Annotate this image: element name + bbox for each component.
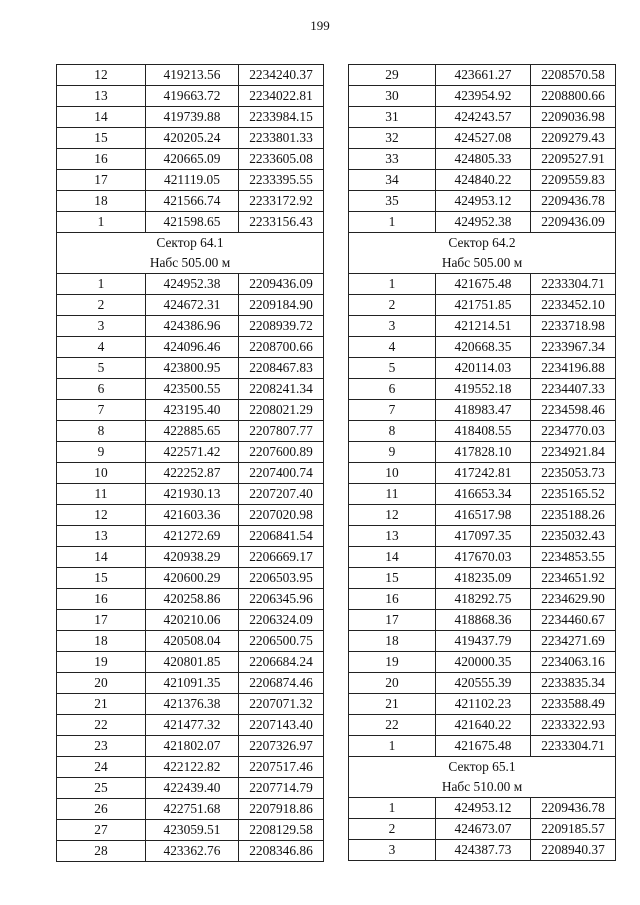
- x-coordinate: 424527.08: [436, 128, 531, 149]
- y-coordinate: 2234629.90: [531, 589, 616, 610]
- x-coordinate: 421214.51: [436, 316, 531, 337]
- y-coordinate: 2207714.79: [239, 778, 324, 799]
- table-row: [349, 694, 616, 715]
- point-number: 34: [349, 170, 436, 191]
- y-coordinate: 2208940.37: [531, 840, 616, 861]
- point-number: 13: [349, 526, 436, 547]
- point-number: 28: [57, 841, 146, 862]
- y-coordinate: 2208800.66: [531, 86, 616, 107]
- y-coordinate: 2233172.92: [239, 191, 324, 212]
- point-number: 19: [349, 652, 436, 673]
- point-number: 1: [349, 736, 436, 757]
- point-number: 1: [349, 212, 436, 233]
- table-row: [57, 505, 324, 526]
- table-row: [57, 694, 324, 715]
- table-row: [57, 107, 324, 128]
- x-coordinate: 424953.12: [436, 191, 531, 212]
- point-number: 21: [349, 694, 436, 715]
- x-coordinate: 421675.48: [436, 736, 531, 757]
- x-coordinate: 424953.12: [436, 798, 531, 819]
- sector-altitude-row: [349, 253, 616, 274]
- table-row: [349, 631, 616, 652]
- point-number: 22: [57, 715, 146, 736]
- table-row: [57, 149, 324, 170]
- point-number: 1: [57, 212, 146, 233]
- point-number: 29: [349, 65, 436, 86]
- point-number: 20: [57, 673, 146, 694]
- point-number: 2: [349, 819, 436, 840]
- y-coordinate: 2206841.54: [239, 526, 324, 547]
- x-coordinate: 423500.55: [146, 379, 239, 400]
- table-row: [57, 337, 324, 358]
- x-coordinate: 422571.42: [146, 442, 239, 463]
- y-coordinate: 2233605.08: [239, 149, 324, 170]
- x-coordinate: 424387.73: [436, 840, 531, 861]
- x-coordinate: 420668.35: [436, 337, 531, 358]
- x-coordinate: 417670.03: [436, 547, 531, 568]
- point-number: 6: [349, 379, 436, 400]
- point-number: 14: [57, 107, 146, 128]
- table-row: [57, 86, 324, 107]
- table-row: [349, 316, 616, 337]
- x-coordinate: 424952.38: [436, 212, 531, 233]
- x-coordinate: 421603.36: [146, 505, 239, 526]
- x-coordinate: 418983.47: [436, 400, 531, 421]
- point-number: 26: [57, 799, 146, 820]
- table-row: [57, 757, 324, 778]
- table-row: [57, 673, 324, 694]
- y-coordinate: 2208129.58: [239, 820, 324, 841]
- x-coordinate: 423800.95: [146, 358, 239, 379]
- y-coordinate: 2207143.40: [239, 715, 324, 736]
- y-coordinate: 2209184.90: [239, 295, 324, 316]
- point-number: 9: [349, 442, 436, 463]
- x-coordinate: 417242.81: [436, 463, 531, 484]
- point-number: 30: [349, 86, 436, 107]
- point-number: 5: [349, 358, 436, 379]
- table-row: [349, 610, 616, 631]
- point-number: 23: [57, 736, 146, 757]
- point-number: 12: [57, 505, 146, 526]
- x-coordinate: 421930.13: [146, 484, 239, 505]
- y-coordinate: 2234651.92: [531, 568, 616, 589]
- table-row: [349, 547, 616, 568]
- table-row: [349, 337, 616, 358]
- x-coordinate: 418868.36: [436, 610, 531, 631]
- y-coordinate: 2234853.55: [531, 547, 616, 568]
- x-coordinate: 418235.09: [436, 568, 531, 589]
- table-row: [349, 715, 616, 736]
- x-coordinate: 419663.72: [146, 86, 239, 107]
- y-coordinate: 2234921.84: [531, 442, 616, 463]
- point-number: 27: [57, 820, 146, 841]
- table-row: [57, 631, 324, 652]
- point-number: 14: [57, 547, 146, 568]
- table-row: [349, 86, 616, 107]
- point-number: 15: [57, 568, 146, 589]
- point-number: 16: [57, 149, 146, 170]
- x-coordinate: 423362.76: [146, 841, 239, 862]
- right-coordinates-table: [348, 64, 616, 861]
- point-number: 22: [349, 715, 436, 736]
- y-coordinate: 2208241.34: [239, 379, 324, 400]
- x-coordinate: 421091.35: [146, 673, 239, 694]
- x-coordinate: 421802.07: [146, 736, 239, 757]
- point-number: 11: [57, 484, 146, 505]
- point-number: 18: [57, 631, 146, 652]
- table-row: [349, 442, 616, 463]
- y-coordinate: 2233984.15: [239, 107, 324, 128]
- table-row: [57, 820, 324, 841]
- table-row: [349, 673, 616, 694]
- x-coordinate: 419213.56: [146, 65, 239, 86]
- point-number: 3: [349, 840, 436, 861]
- x-coordinate: 421598.65: [146, 212, 239, 233]
- x-coordinate: 416653.34: [436, 484, 531, 505]
- table-row: [349, 358, 616, 379]
- point-number: 6: [57, 379, 146, 400]
- point-number: 7: [349, 400, 436, 421]
- sector-altitude-row: [57, 253, 324, 274]
- table-row: [349, 295, 616, 316]
- x-coordinate: 424840.22: [436, 170, 531, 191]
- y-coordinate: 2207400.74: [239, 463, 324, 484]
- y-coordinate: 2209185.57: [531, 819, 616, 840]
- table-row: [57, 316, 324, 337]
- y-coordinate: 2209436.78: [531, 798, 616, 819]
- point-number: 12: [349, 505, 436, 526]
- table-row: [349, 819, 616, 840]
- x-coordinate: 421119.05: [146, 170, 239, 191]
- table-row: [57, 736, 324, 757]
- table-row: [57, 65, 324, 86]
- y-coordinate: 2234598.46: [531, 400, 616, 421]
- x-coordinate: 419552.18: [436, 379, 531, 400]
- table-row: [349, 274, 616, 295]
- table-row: [349, 568, 616, 589]
- sector-header-row: [349, 757, 616, 778]
- table-row: [57, 547, 324, 568]
- sector-altitude: Набс 505.00 м: [57, 253, 324, 274]
- y-coordinate: 2207918.86: [239, 799, 324, 820]
- y-coordinate: 2234022.81: [239, 86, 324, 107]
- x-coordinate: 424672.31: [146, 295, 239, 316]
- table-row: [349, 212, 616, 233]
- point-number: 32: [349, 128, 436, 149]
- y-coordinate: 2208467.83: [239, 358, 324, 379]
- table-row: [349, 191, 616, 212]
- y-coordinate: 2233801.33: [239, 128, 324, 149]
- x-coordinate: 422122.82: [146, 757, 239, 778]
- y-coordinate: 2233718.98: [531, 316, 616, 337]
- point-number: 15: [57, 128, 146, 149]
- x-coordinate: 419437.79: [436, 631, 531, 652]
- x-coordinate: 420801.85: [146, 652, 239, 673]
- y-coordinate: 2233967.34: [531, 337, 616, 358]
- x-coordinate: 421477.32: [146, 715, 239, 736]
- point-number: 18: [349, 631, 436, 652]
- x-coordinate: 422751.68: [146, 799, 239, 820]
- table-row: [349, 589, 616, 610]
- point-number: 1: [57, 274, 146, 295]
- x-coordinate: 418408.55: [436, 421, 531, 442]
- point-number: 35: [349, 191, 436, 212]
- x-coordinate: 422885.65: [146, 421, 239, 442]
- y-coordinate: 2208939.72: [239, 316, 324, 337]
- point-number: 1: [349, 798, 436, 819]
- y-coordinate: 2207207.40: [239, 484, 324, 505]
- x-coordinate: 421272.69: [146, 526, 239, 547]
- table-row: [57, 128, 324, 149]
- x-coordinate: 420665.09: [146, 149, 239, 170]
- point-number: 9: [57, 442, 146, 463]
- y-coordinate: 2206874.46: [239, 673, 324, 694]
- y-coordinate: 2208021.29: [239, 400, 324, 421]
- x-coordinate: 423059.51: [146, 820, 239, 841]
- y-coordinate: 2234770.03: [531, 421, 616, 442]
- point-number: 25: [57, 778, 146, 799]
- table-row: [57, 421, 324, 442]
- table-row: [349, 652, 616, 673]
- table-row: [57, 463, 324, 484]
- y-coordinate: 2206684.24: [239, 652, 324, 673]
- y-coordinate: 2207071.32: [239, 694, 324, 715]
- table-row: [349, 400, 616, 421]
- x-coordinate: 420555.39: [436, 673, 531, 694]
- sector-altitude: Набс 505.00 м: [349, 253, 616, 274]
- x-coordinate: 419739.88: [146, 107, 239, 128]
- point-number: 7: [57, 400, 146, 421]
- sector-header-row: [349, 233, 616, 254]
- y-coordinate: 2208700.66: [239, 337, 324, 358]
- point-number: 10: [349, 463, 436, 484]
- point-number: 17: [57, 610, 146, 631]
- table-row: [57, 568, 324, 589]
- y-coordinate: 2209559.83: [531, 170, 616, 191]
- y-coordinate: 2208570.58: [531, 65, 616, 86]
- point-number: 8: [57, 421, 146, 442]
- point-number: 13: [57, 526, 146, 547]
- x-coordinate: 420600.29: [146, 568, 239, 589]
- y-coordinate: 2206345.96: [239, 589, 324, 610]
- point-number: 3: [349, 316, 436, 337]
- x-coordinate: 422252.87: [146, 463, 239, 484]
- table-row: [57, 778, 324, 799]
- y-coordinate: 2235165.52: [531, 484, 616, 505]
- table-row: [57, 484, 324, 505]
- point-number: 5: [57, 358, 146, 379]
- y-coordinate: 2209436.09: [239, 274, 324, 295]
- point-number: 4: [349, 337, 436, 358]
- table-row: [57, 526, 324, 547]
- table-row: [349, 107, 616, 128]
- table-row: [57, 610, 324, 631]
- y-coordinate: 2234196.88: [531, 358, 616, 379]
- y-coordinate: 2235188.26: [531, 505, 616, 526]
- y-coordinate: 2207326.97: [239, 736, 324, 757]
- x-coordinate: 416517.98: [436, 505, 531, 526]
- point-number: 2: [57, 295, 146, 316]
- x-coordinate: 424952.38: [146, 274, 239, 295]
- x-coordinate: 421566.74: [146, 191, 239, 212]
- table-row: [57, 799, 324, 820]
- point-number: 17: [57, 170, 146, 191]
- y-coordinate: 2206503.95: [239, 568, 324, 589]
- sector-title: Сектор 65.1: [349, 757, 616, 778]
- x-coordinate: 418292.75: [436, 589, 531, 610]
- table-row: [349, 65, 616, 86]
- x-coordinate: 422439.40: [146, 778, 239, 799]
- table-row: [57, 841, 324, 862]
- x-coordinate: 421640.22: [436, 715, 531, 736]
- x-coordinate: 417097.35: [436, 526, 531, 547]
- x-coordinate: 424805.33: [436, 149, 531, 170]
- table-row: [57, 589, 324, 610]
- point-number: 10: [57, 463, 146, 484]
- y-coordinate: 2207600.89: [239, 442, 324, 463]
- y-coordinate: 2233452.10: [531, 295, 616, 316]
- table-row: [349, 170, 616, 191]
- left-coordinates-table: [56, 64, 324, 862]
- x-coordinate: 420000.35: [436, 652, 531, 673]
- table-row: [349, 798, 616, 819]
- y-coordinate: 2233395.55: [239, 170, 324, 191]
- table-row: [57, 212, 324, 233]
- point-number: 31: [349, 107, 436, 128]
- y-coordinate: 2235032.43: [531, 526, 616, 547]
- sector-title: Сектор 64.1: [57, 233, 324, 254]
- table-row: [349, 736, 616, 757]
- point-number: 16: [57, 589, 146, 610]
- point-number: 17: [349, 610, 436, 631]
- sector-title: Сектор 64.2: [349, 233, 616, 254]
- point-number: 20: [349, 673, 436, 694]
- y-coordinate: 2234240.37: [239, 65, 324, 86]
- x-coordinate: 421675.48: [436, 274, 531, 295]
- table-row: [57, 295, 324, 316]
- table-row: [349, 463, 616, 484]
- x-coordinate: 423661.27: [436, 65, 531, 86]
- table-row: [57, 358, 324, 379]
- point-number: 33: [349, 149, 436, 170]
- y-coordinate: 2207517.46: [239, 757, 324, 778]
- table-row: [349, 421, 616, 442]
- y-coordinate: 2209279.43: [531, 128, 616, 149]
- x-coordinate: 420938.29: [146, 547, 239, 568]
- table-row: [349, 526, 616, 547]
- point-number: 1: [349, 274, 436, 295]
- point-number: 19: [57, 652, 146, 673]
- table-row: [57, 442, 324, 463]
- x-coordinate: 420508.04: [146, 631, 239, 652]
- table-row: [57, 400, 324, 421]
- y-coordinate: 2233304.71: [531, 736, 616, 757]
- point-number: 14: [349, 547, 436, 568]
- x-coordinate: 420205.24: [146, 128, 239, 149]
- table-row: [57, 715, 324, 736]
- y-coordinate: 2234460.67: [531, 610, 616, 631]
- table-row: [57, 191, 324, 212]
- sector-altitude-row: [349, 777, 616, 798]
- x-coordinate: 424386.96: [146, 316, 239, 337]
- table-row: [349, 484, 616, 505]
- table-row: [57, 652, 324, 673]
- table-row: [349, 149, 616, 170]
- x-coordinate: 420258.86: [146, 589, 239, 610]
- table-row: [57, 379, 324, 400]
- y-coordinate: 2209436.09: [531, 212, 616, 233]
- y-coordinate: 2233304.71: [531, 274, 616, 295]
- x-coordinate: 423954.92: [436, 86, 531, 107]
- x-coordinate: 424243.57: [436, 107, 531, 128]
- y-coordinate: 2206500.75: [239, 631, 324, 652]
- table-row: [349, 840, 616, 861]
- table-row: [57, 170, 324, 191]
- page-number: 199: [310, 18, 330, 33]
- x-coordinate: 420114.03: [436, 358, 531, 379]
- point-number: 16: [349, 589, 436, 610]
- table-row: [349, 128, 616, 149]
- point-number: 12: [57, 65, 146, 86]
- point-number: 2: [349, 295, 436, 316]
- point-number: 8: [349, 421, 436, 442]
- x-coordinate: 424673.07: [436, 819, 531, 840]
- point-number: 3: [57, 316, 146, 337]
- y-coordinate: 2233588.49: [531, 694, 616, 715]
- y-coordinate: 2235053.73: [531, 463, 616, 484]
- y-coordinate: 2207020.98: [239, 505, 324, 526]
- table-row: [349, 505, 616, 526]
- point-number: 21: [57, 694, 146, 715]
- x-coordinate: 421376.38: [146, 694, 239, 715]
- x-coordinate: 420210.06: [146, 610, 239, 631]
- y-coordinate: 2207807.77: [239, 421, 324, 442]
- x-coordinate: 421102.23: [436, 694, 531, 715]
- y-coordinate: 2209036.98: [531, 107, 616, 128]
- table-row: [57, 274, 324, 295]
- sector-header-row: [57, 233, 324, 254]
- y-coordinate: 2233835.34: [531, 673, 616, 694]
- x-coordinate: 417828.10: [436, 442, 531, 463]
- y-coordinate: 2234063.16: [531, 652, 616, 673]
- x-coordinate: 423195.40: [146, 400, 239, 421]
- y-coordinate: 2209436.78: [531, 191, 616, 212]
- point-number: 13: [57, 86, 146, 107]
- y-coordinate: 2208346.86: [239, 841, 324, 862]
- y-coordinate: 2234407.33: [531, 379, 616, 400]
- y-coordinate: 2206324.09: [239, 610, 324, 631]
- y-coordinate: 2209527.91: [531, 149, 616, 170]
- point-number: 18: [57, 191, 146, 212]
- point-number: 15: [349, 568, 436, 589]
- y-coordinate: 2206669.17: [239, 547, 324, 568]
- point-number: 4: [57, 337, 146, 358]
- y-coordinate: 2233156.43: [239, 212, 324, 233]
- y-coordinate: 2234271.69: [531, 631, 616, 652]
- x-coordinate: 424096.46: [146, 337, 239, 358]
- table-row: [349, 379, 616, 400]
- point-number: 11: [349, 484, 436, 505]
- sector-altitude: Набс 510.00 м: [349, 777, 616, 798]
- y-coordinate: 2233322.93: [531, 715, 616, 736]
- x-coordinate: 421751.85: [436, 295, 531, 316]
- point-number: 24: [57, 757, 146, 778]
